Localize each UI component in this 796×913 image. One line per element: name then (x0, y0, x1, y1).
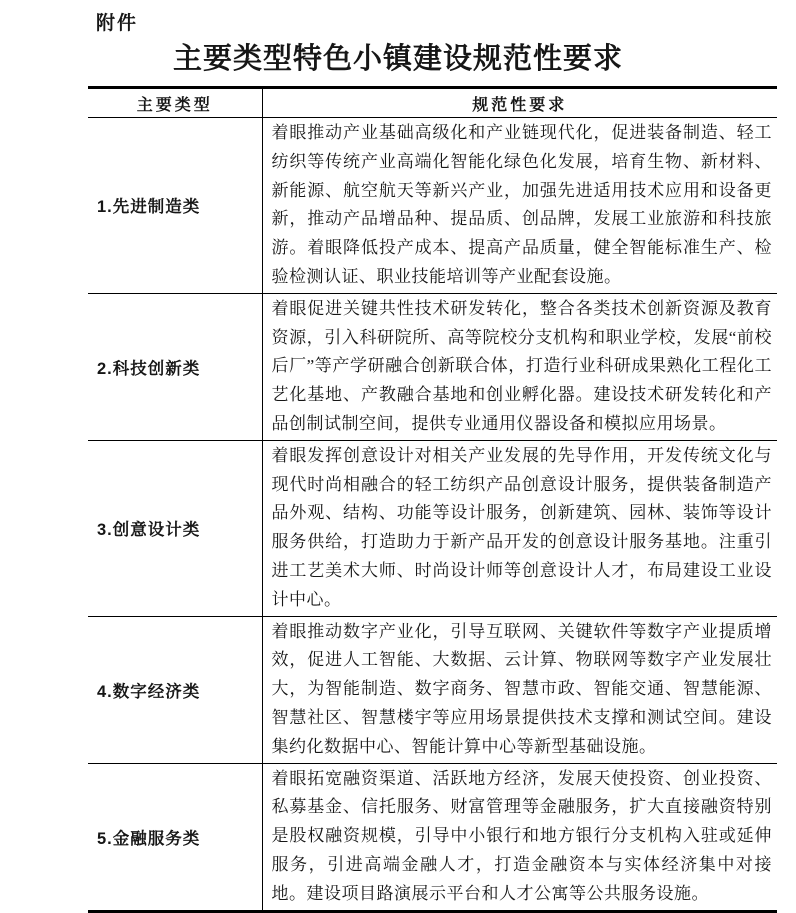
attachment-label: 附件 (96, 13, 139, 34)
row-type-label: 5.金融服务类 (88, 763, 262, 911)
row-requirement-text: 着眼推动数字产业化，引导互联网、关键软件等数字产业提质增效，促进人工智能、大数据、云计算、物联网等数字产业发展壮大，为智能制造、数字商务、智慧市政、智能交通、智慧能源、智慧社区、智慧楼宇等应用场景提供技术支撑和测试空间。建设集约化数据中心、智能计算中心等新型基础设施。 (262, 616, 777, 763)
row-requirement-text: 着眼发挥创意设计对相关产业发展的先导作用，开发传统文化与现代时尚相融合的轻工纺织产品创意设计服务，提供装备制造产品外观、结构、功能等设计服务，创新建筑、园林、装饰等设计服务供给，打造助力于新产品开发的创意设计服务基地。注重引进工艺美术大师、时尚设计师等创意设计人才，布局建设工业设计中心。 (262, 440, 777, 616)
table-row (88, 616, 777, 763)
table-header-row (88, 88, 777, 118)
row-type-label: 4.数字经济类 (88, 616, 262, 763)
row-requirement-text: 着眼推动产业基础高级化和产业链现代化，促进装备制造、轻工纺织等传统产业高端化智能化绿色化发展，培育生物、新材料、新能源、航空航天等新兴产业，加强先进适用技术应用和设备更新，推动产品增品种、提品质、创品牌，发展工业旅游和科技旅游。着眼降低投产成本、提高产品质量，健全智能标准生产、检验检测认证、职业技能培训等产业配套设施。 (262, 118, 777, 294)
row-requirement-text: 着眼拓宽融资渠道、活跃地方经济，发展天使投资、创业投资、私募基金、信托服务、财富管理等金融服务，扩大直接融资特别是股权融资规模，引导中小银行和地方银行分支机构入驻或延伸服务，引进高端金融人才，打造金融资本与实体经济集中对接地。建设项目路演展示平台和人才公寓等公共服务设施。 (271, 768, 772, 903)
table-row (88, 293, 777, 440)
column-header-type: 主要类型 (88, 88, 262, 118)
row-type-label: 1.先进制造类 (88, 118, 262, 294)
column-header-requirement: 规范性要求 (262, 88, 777, 118)
table-row (88, 118, 777, 294)
table-row (88, 763, 777, 911)
row-requirement-text: 着眼促进关键共性技术研发转化，整合各类技术创新资源及教育资源，引入科研院所、高等院校分支机构和职业学校，发展“前校后厂”等产学研融合创新联合体，打造行业科研成果熟化工程化工艺化基地、产教融合基地和创业孵化器。建设技术研发转化和产品创制试制空间，提供专业通用仪器设备和模拟应用场景。 (262, 293, 777, 440)
requirements-table (88, 86, 777, 913)
row-type-label: 3.创意设计类 (88, 440, 262, 616)
row-type-label: 2.科技创新类 (88, 293, 262, 440)
page-title: 主要类型特色小镇建设规范性要求 (172, 43, 623, 75)
table-row (88, 440, 777, 616)
